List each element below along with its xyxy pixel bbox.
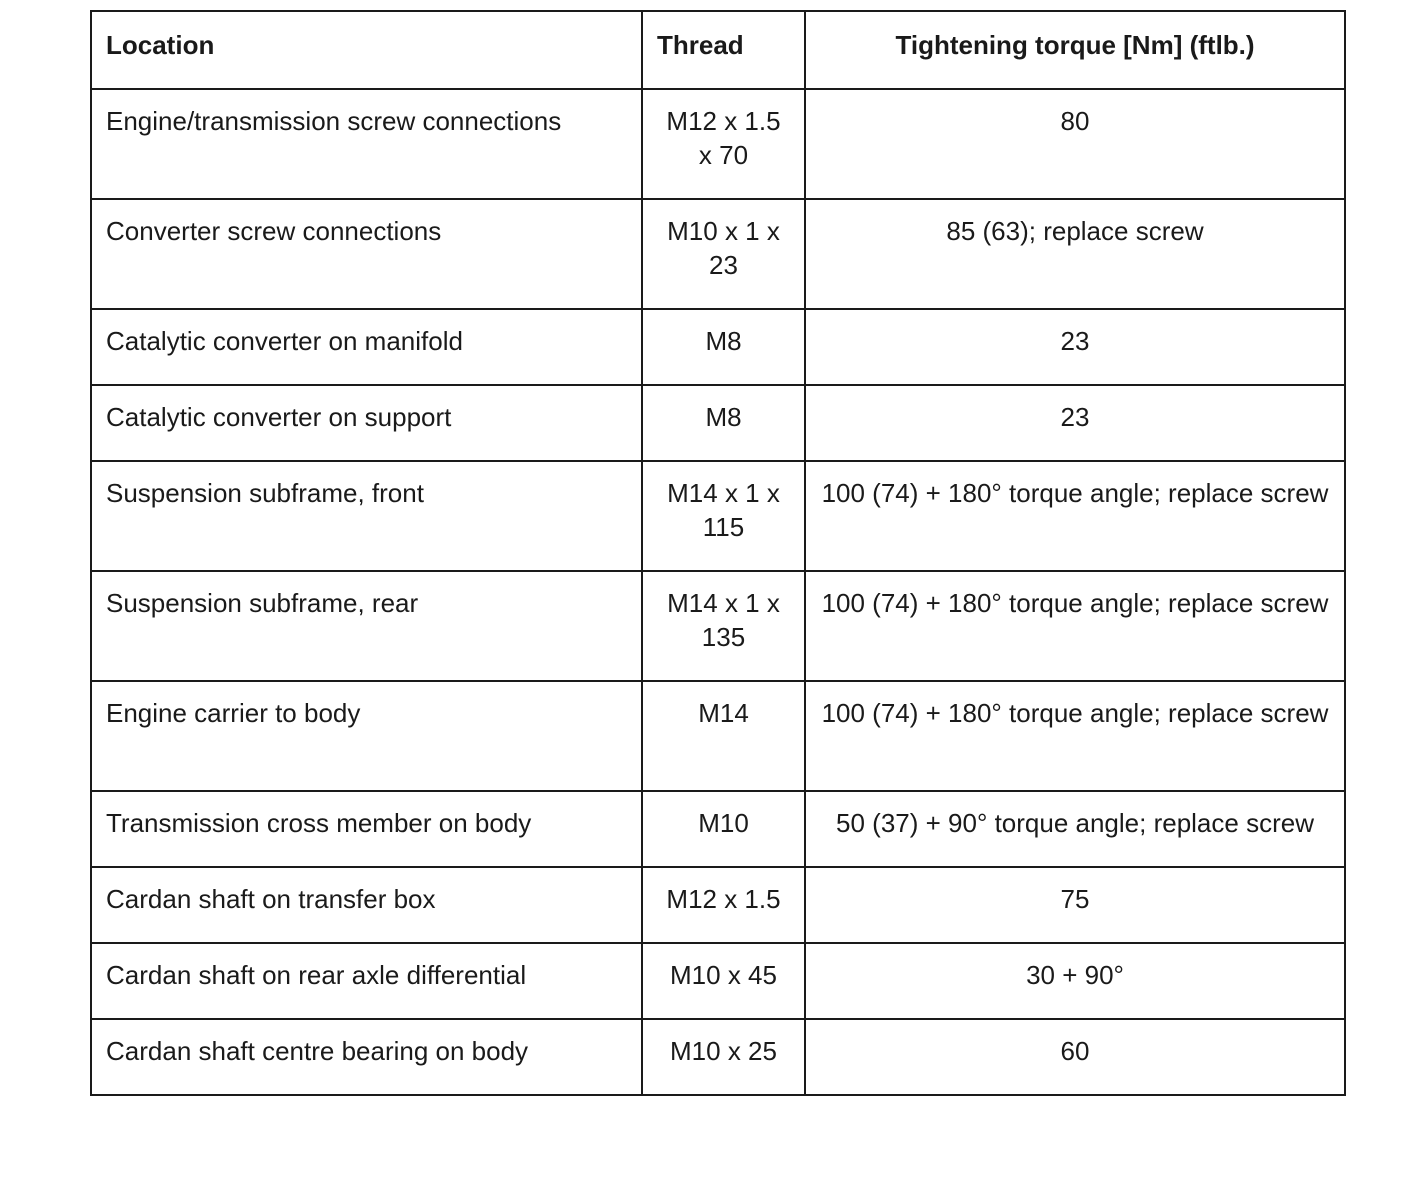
- header-thread: Thread: [642, 11, 805, 89]
- table-row: [91, 385, 1345, 461]
- table-row: [91, 571, 1345, 681]
- cell-thread: M10 x 1 x 23: [642, 199, 805, 309]
- cell-torque: 100 (74) + 180° torque angle; replace screw: [805, 571, 1345, 681]
- header-torque: Tightening torque [Nm] (ftlb.): [805, 11, 1345, 89]
- cell-torque: 23: [805, 309, 1345, 385]
- table-header-row: [91, 11, 1345, 89]
- table-row: [91, 1019, 1345, 1095]
- cell-torque: 80: [805, 89, 1345, 199]
- cell-thread: M10: [642, 791, 805, 867]
- table-row: [91, 309, 1345, 385]
- cell-torque: 23: [805, 385, 1345, 461]
- cell-location: Cardan shaft on rear axle differential: [91, 943, 642, 1019]
- cell-torque: 100 (74) + 180° torque angle; replace screw: [805, 461, 1345, 571]
- cell-location: Suspension subframe, rear: [91, 571, 642, 681]
- cell-thread: M14 x 1 x 115: [642, 461, 805, 571]
- torque-specification-table: [90, 10, 1346, 1096]
- cell-location: Transmission cross member on body: [91, 791, 642, 867]
- table-row: [91, 943, 1345, 1019]
- header-location: Location: [91, 11, 642, 89]
- cell-thread: M14 x 1 x 135: [642, 571, 805, 681]
- cell-location: Engine/transmission screw connections: [91, 89, 642, 199]
- table-row: [91, 867, 1345, 943]
- cell-location: Cardan shaft on transfer box: [91, 867, 642, 943]
- cell-torque: 30 + 90°: [805, 943, 1345, 1019]
- cell-location: Suspension subframe, front: [91, 461, 642, 571]
- cell-location: Catalytic converter on manifold: [91, 309, 642, 385]
- cell-thread: M12 x 1.5: [642, 867, 805, 943]
- table-row: [91, 791, 1345, 867]
- cell-torque: 60: [805, 1019, 1345, 1095]
- cell-torque: 100 (74) + 180° torque angle; replace screw: [805, 681, 1345, 791]
- cell-location: Converter screw connections: [91, 199, 642, 309]
- cell-torque: 85 (63); replace screw: [805, 199, 1345, 309]
- cell-thread: M10 x 45: [642, 943, 805, 1019]
- cell-thread: M8: [642, 309, 805, 385]
- cell-thread: M8: [642, 385, 805, 461]
- table-row: [91, 681, 1345, 791]
- cell-location: Engine carrier to body: [91, 681, 642, 791]
- cell-torque: 50 (37) + 90° torque angle; replace screw: [805, 791, 1345, 867]
- cell-thread: M14: [642, 681, 805, 791]
- cell-thread: M12 x 1.5 x 70: [642, 89, 805, 199]
- table-row: [91, 89, 1345, 199]
- cell-location: Cardan shaft centre bearing on body: [91, 1019, 642, 1095]
- cell-location: Catalytic converter on support: [91, 385, 642, 461]
- table-row: [91, 199, 1345, 309]
- table-row: [91, 461, 1345, 571]
- cell-torque: 75: [805, 867, 1345, 943]
- cell-thread: M10 x 25: [642, 1019, 805, 1095]
